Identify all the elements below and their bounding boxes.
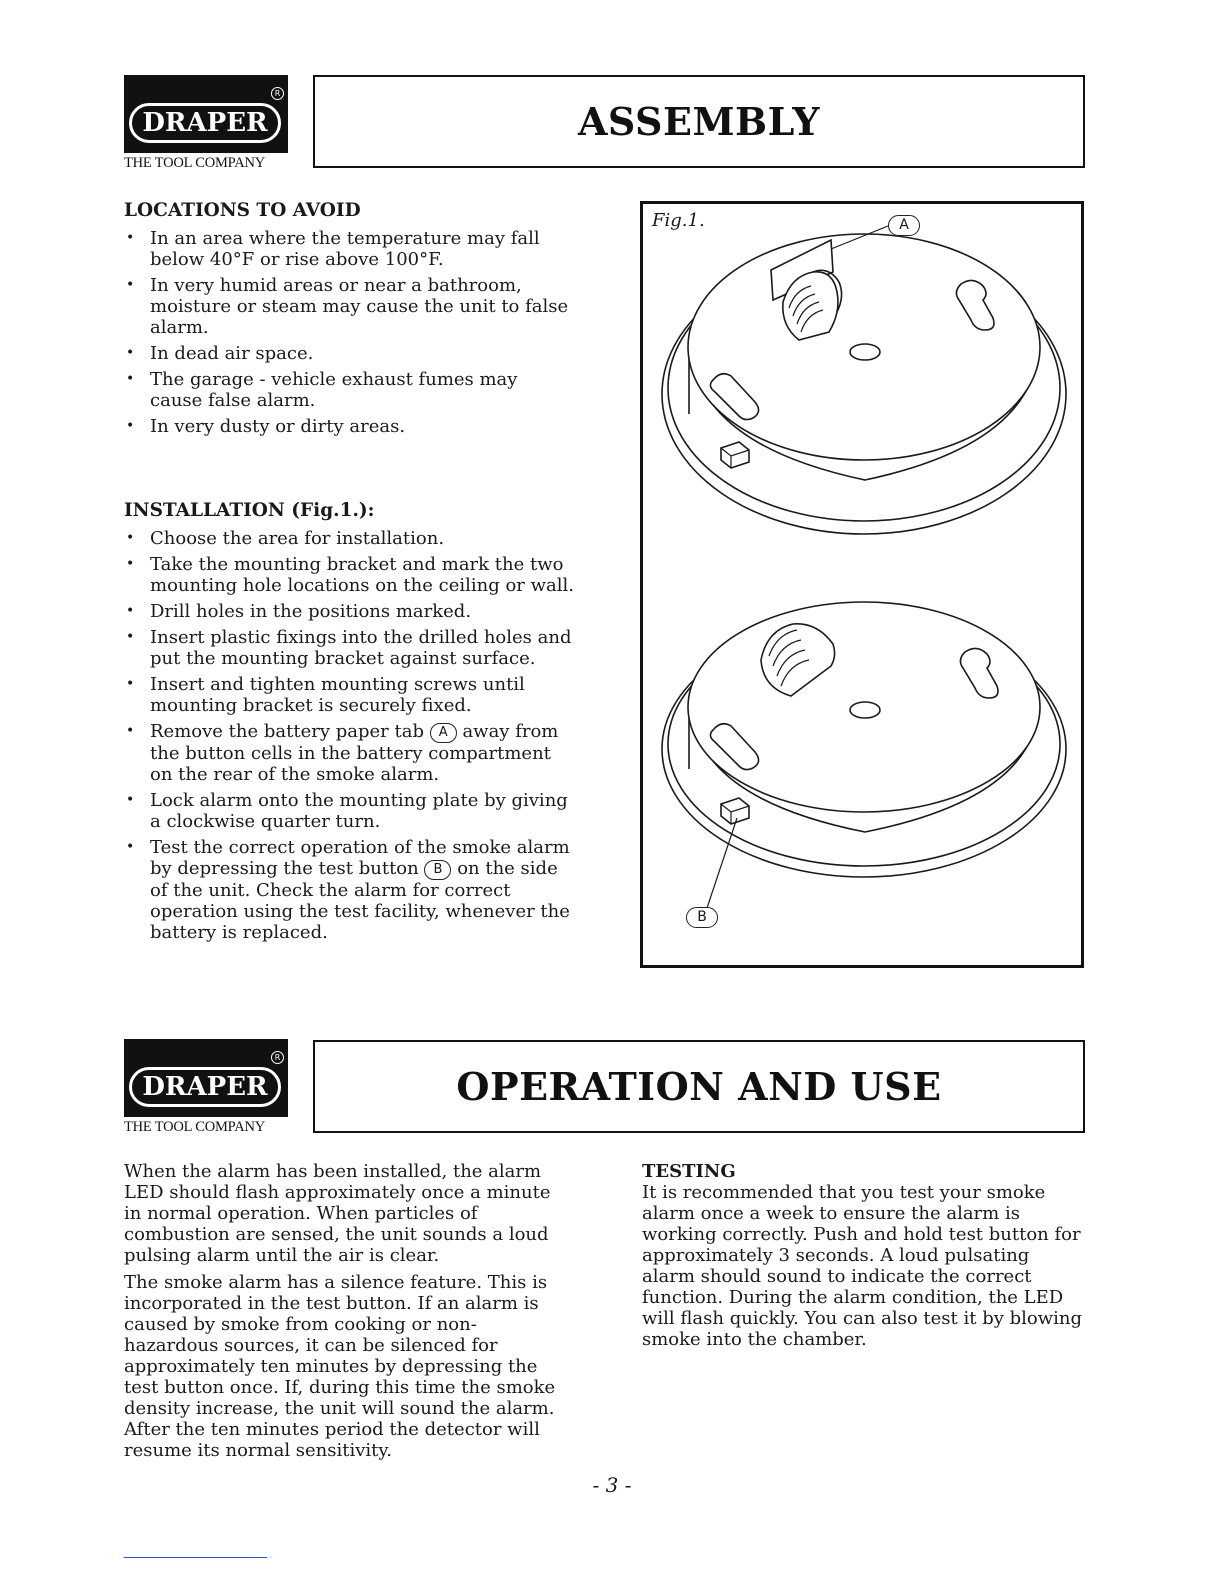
ref-b-marker: B — [424, 860, 451, 880]
locations-section — [124, 200, 574, 442]
installation-section — [124, 500, 574, 948]
brand-tagline: THE TOOL COMPANY — [124, 1119, 266, 1135]
list-item: • The garage - vehicle exhaust fumes may cause false alarm. — [124, 369, 574, 411]
locations-list — [124, 228, 574, 437]
testing-heading: TESTING — [642, 1161, 736, 1182]
list-item: • Take the mounting bracket and mark the two mounting hole locations on the ceiling or wall. — [124, 554, 574, 596]
list-item: • In very dusty or dirty areas. — [124, 416, 574, 437]
footer-rule — [124, 1557, 267, 1558]
list-item: • Choose the area for installation. — [124, 528, 574, 549]
list-item: • In very humid areas or near a bathroom, moisture or steam may cause the unit to false alarm. — [124, 275, 574, 338]
ref-a-marker: A — [430, 723, 457, 743]
page-number: - 3 - — [592, 1473, 632, 1497]
installation-list — [124, 528, 574, 943]
remove-tab-text-end: away from the button cells in the battery compartment on the rear of the smoke alarm. — [150, 721, 559, 785]
logo-plate — [124, 75, 288, 153]
callout-b: B — [686, 907, 718, 928]
smoke-alarm-lower-drawing — [662, 602, 1066, 908]
operation-title: OPERATION AND USE — [456, 1064, 942, 1109]
installation-heading: INSTALLATION (Fig.1.): — [124, 500, 375, 521]
logo-plate — [124, 1039, 288, 1117]
list-item: • Drill holes in the positions marked. — [124, 601, 574, 622]
locations-heading: LOCATIONS TO AVOID — [124, 200, 361, 221]
list-item: • Insert and tighten mounting screws until mounting bracket is securely fixed. — [124, 674, 574, 716]
operation-paragraph-2: The smoke alarm has a silence feature. This is incorporated in the test button. If an alarm is caused by smoke from cooking or non-hazardous sources, it can be silenced for approximately ten minutes by depressing the test button once. If, during this time the smoke density increase, the unit will sound the alarm. After the ten minutes period the detector will resume its normal sensitivity. — [124, 1272, 556, 1461]
brand-logo-2 — [124, 1039, 290, 1136]
testing-section — [642, 1161, 1087, 1356]
list-item: • Insert plastic fixings into the drilled holes and put the mounting bracket against surface. — [124, 627, 574, 669]
list-item: • Lock alarm onto the mounting plate by giving a clockwise quarter turn. — [124, 790, 574, 832]
logo-oval — [129, 1067, 281, 1107]
smoke-alarm-upper-drawing — [662, 226, 1066, 534]
brand-logo — [124, 75, 290, 172]
brand-name: DRAPER — [142, 1072, 268, 1102]
registered-mark: R — [271, 1051, 284, 1064]
registered-mark: R — [271, 87, 284, 100]
list-item-remove-tab — [124, 721, 574, 785]
figure-1 — [640, 201, 1084, 968]
operation-title-box — [313, 1040, 1085, 1133]
list-item-test — [124, 837, 574, 943]
assembly-title: ASSEMBLY — [577, 99, 821, 144]
figure-label: Fig.1. — [652, 210, 705, 231]
smoke-alarm-illustration — [643, 204, 1081, 965]
list-item: • In an area where the temperature may fall below 40°F or rise above 100°F. — [124, 228, 574, 270]
remove-tab-text-start: Remove the battery paper tab — [150, 721, 424, 742]
test-text-end: on the side of the unit. Check the alarm for correct operation using the test facility, whenever the battery is replaced. — [150, 858, 570, 943]
brand-tagline: THE TOOL COMPANY — [124, 155, 266, 171]
operation-paragraph-1: When the alarm has been installed, the alarm LED should flash approximately once a minute in normal operation. When particles of combustion are sensed, the unit sounds a loud pulsing alarm until the air is clear. — [124, 1161, 551, 1266]
callout-a: A — [888, 215, 920, 236]
testing-text: It is recommended that you test your smoke alarm once a week to ensure the alarm is working correctly. Push and hold test button for approximately 3 seconds. A loud pulsating alarm should sound to indicate the correct function. During the alarm condition, the LED will flash quickly. You can also test it by blowing smoke into the chamber. — [642, 1182, 1083, 1350]
test-text-start: Test the correct operation of the smoke alarm by depressing the test button — [150, 837, 570, 879]
list-item: • In dead air space. — [124, 343, 574, 364]
assembly-title-box — [313, 75, 1085, 168]
logo-oval — [129, 103, 281, 143]
brand-name: DRAPER — [142, 108, 268, 138]
operation-left-column — [124, 1161, 569, 1467]
